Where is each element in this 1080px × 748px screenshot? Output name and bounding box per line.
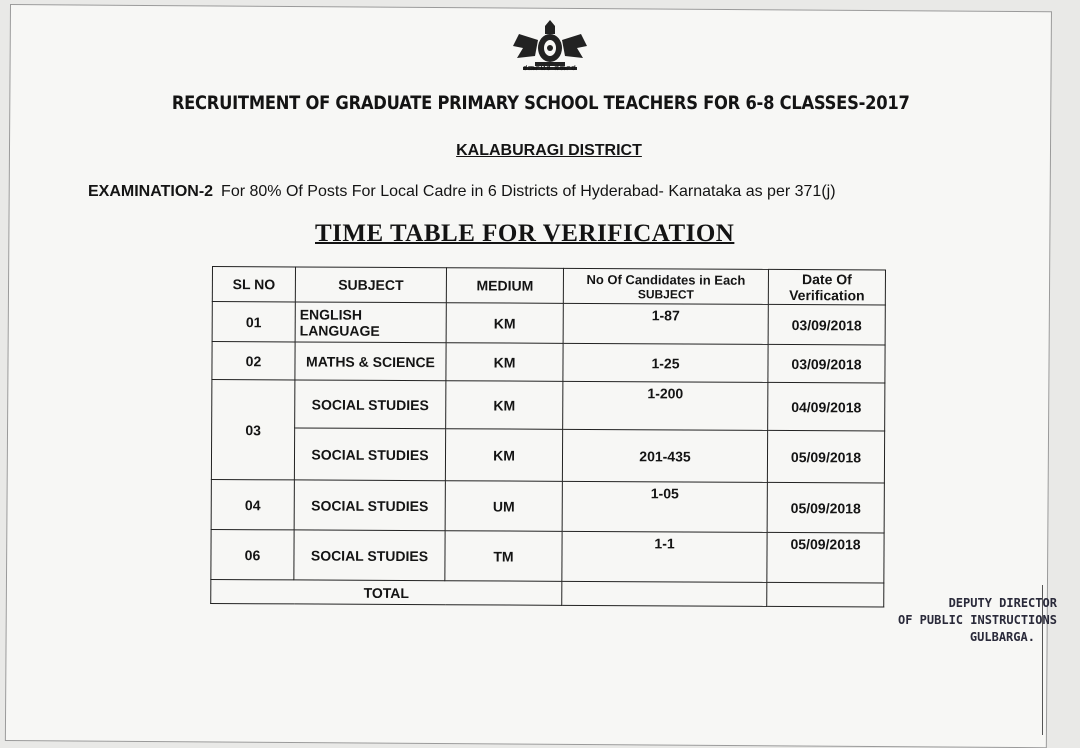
- cell-sl: 06: [211, 529, 294, 579]
- cell-sl: 01: [212, 302, 295, 342]
- header-subject: SUBJECT: [295, 267, 446, 303]
- emblem-caption: ಕರ್ನಾಟಕ ಸರ್ಕಾರ: [523, 63, 577, 72]
- cell-medium: KM: [445, 429, 562, 482]
- district-heading: KALABURAGI DISTRICT: [456, 142, 642, 159]
- exam-label: EXAMINATION-2: [88, 183, 214, 200]
- header-date: Date Of Verification: [768, 269, 885, 305]
- cell-medium: KM: [446, 381, 563, 430]
- cell-medium: KM: [446, 303, 563, 344]
- exam-text: For 80% Of Posts For Local Cadre in 6 Districts of Hyderabad- Karnataka as per 371(j): [221, 183, 836, 200]
- cell-date: 04/09/2018: [768, 382, 885, 431]
- cell-medium: UM: [445, 481, 562, 532]
- cell-subject: SOCIAL STUDIES: [295, 380, 446, 429]
- cell-date: 03/09/2018: [768, 344, 885, 383]
- exam-line: [88, 183, 836, 201]
- cell-candidates: 1-1: [562, 531, 767, 582]
- total-date: [767, 582, 884, 607]
- timetable-title: TIME TABLE FOR VERIFICATION: [315, 220, 735, 247]
- header-medium: MEDIUM: [446, 268, 563, 304]
- cell-subject: ENGLISH LANGUAGE: [295, 302, 446, 343]
- cell-candidates: 1-87: [563, 303, 768, 344]
- cell-date: 05/09/2018: [767, 482, 884, 533]
- header-candidates: No Of Candidates in Each SUBJECT: [563, 268, 768, 304]
- header-sl-no: SL NO: [212, 267, 295, 302]
- verification-table: [210, 266, 886, 608]
- cell-date: 03/09/2018: [768, 304, 885, 345]
- cell-candidates: 1-200: [563, 381, 768, 430]
- table-row: [212, 302, 885, 346]
- table-row: [212, 342, 885, 384]
- cell-candidates: 201-435: [562, 429, 767, 482]
- total-candidates: [562, 581, 767, 606]
- cell-subject: MATHS & SCIENCE: [295, 342, 446, 381]
- cell-subject: SOCIAL STUDIES: [294, 428, 445, 481]
- table-row: [211, 529, 884, 583]
- cell-medium: KM: [446, 343, 563, 382]
- cell-candidates: 1-05: [562, 481, 767, 532]
- cell-candidates: 1-25: [563, 343, 768, 382]
- cell-sl: 02: [212, 342, 295, 380]
- cell-date: 05/09/2018: [767, 532, 884, 583]
- cell-date: 05/09/2018: [767, 430, 884, 483]
- total-label: TOTAL: [211, 579, 562, 605]
- cell-subject: SOCIAL STUDIES: [294, 480, 445, 531]
- table-row: [212, 380, 885, 432]
- cell-sl: 03: [211, 380, 295, 480]
- table-total-row: [211, 579, 884, 607]
- table-row: [211, 479, 884, 533]
- cell-subject: SOCIAL STUDIES: [294, 530, 445, 581]
- document-title: RECRUITMENT OF GRADUATE PRIMARY SCHOOL TEACHERS FOR 6-8 CLASSES-2017: [171, 92, 910, 114]
- cell-medium: TM: [445, 531, 562, 582]
- table-row: [211, 428, 884, 484]
- cell-sl: 04: [211, 479, 294, 529]
- table-header-row: [212, 267, 885, 306]
- official-stamp: DEPUTY DIRECTOR OF PUBLIC INSTRUCTIONS GULBARGA.: [898, 596, 1057, 644]
